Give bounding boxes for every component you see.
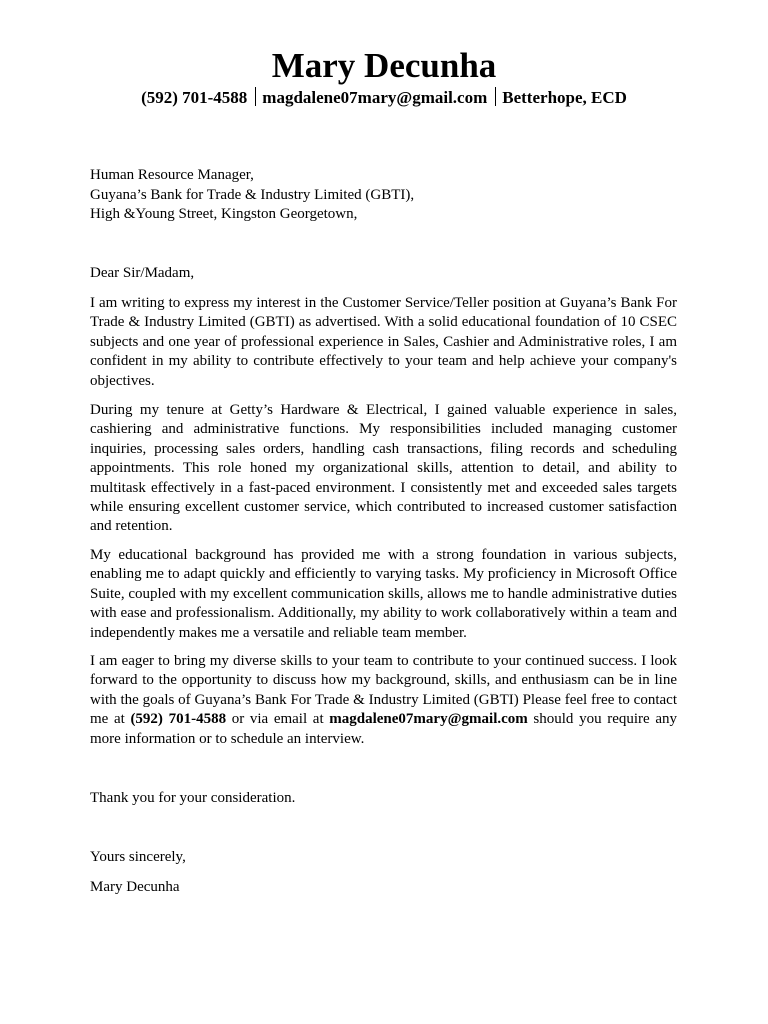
paragraph-closing [90,652,677,749]
signature-name: Mary Decunha [90,879,180,895]
paragraph-closing-text: or via email at [226,711,330,728]
contact-email: magdalene07mary@gmail.com [262,88,488,107]
salutation: Dear Sir/Madam, [90,265,195,281]
paragraph-closing-text: should you require any more information or to schedule an interview. [90,711,677,747]
applicant-name: Mary Decunha [271,46,497,85]
closing-line: Yours sincerely, [90,849,186,865]
paragraph-interest: I am writing to express my interest in the Customer Service/Teller position at Guyana’s Bank For Trade & Industry Limited (GBTI) as advertised. With a solid educational foundation of 10 CSEC subjects and one year of professional experience in Sales, Cashier and Administrative roles, I am confident in my ability to contribute effectively to your team and help achieve your company's objectives. [90,295,677,389]
recipient-address [90,166,677,225]
paragraph-experience: During my tenure at Getty’s Hardware & Electrical, I gained valuable experience in sales, cashiering and administrative functions. My responsibilities included managing customer inquiries, processing sales orders, handling cash transactions, filing records and scheduling appointments. This role honed my organizational skills, attention to detail, and ability to multitask effectively in a fast-paced environment. I consistently met and exceeded sales targets while ensuring excellent customer service, which contributed to increased customer satisfaction and retention. [90,402,677,535]
contact-phone: (592) 701-4588 [141,88,248,107]
paragraph-education: My educational background has provided me with a strong foundation in various subjects, enabling me to adapt quickly and efficiently to varying tasks. My proficiency in Microsoft Office Suite, coupled with my excellent communication skills, allows me to handle administrative duties with ease and professionalism. Additionally, my ability to work collaboratively within a team and independently makes me a versatile and reliable team member. [90,547,677,641]
contact-line [0,87,768,109]
contact-separator [495,87,496,106]
recipient-organization: Guyana’s Bank for Trade & Industry Limited (GBTI), [90,186,415,203]
inline-phone: (592) 701-4588 [130,711,227,728]
recipient-street: High &Young Street, Kingston Georgetown, [90,206,358,223]
thanks-line: Thank you for your consideration. [90,790,296,806]
inline-email: magdalene07mary@gmail.com [329,711,528,728]
contact-location: Betterhope, ECD [502,88,627,107]
contact-separator [255,87,256,106]
paragraph-closing-text: I am eager to bring my diverse skills to your team to contribute to your continued success. I look forward to the opportunity to discuss how my background, skills, and enthusiasm can be in line with the goals of Guyana’s Bank For Trade & Industry Limited (GBTI) Please feel free to contact me at [90,653,677,728]
recipient-title: Human Resource Manager, [90,167,254,183]
